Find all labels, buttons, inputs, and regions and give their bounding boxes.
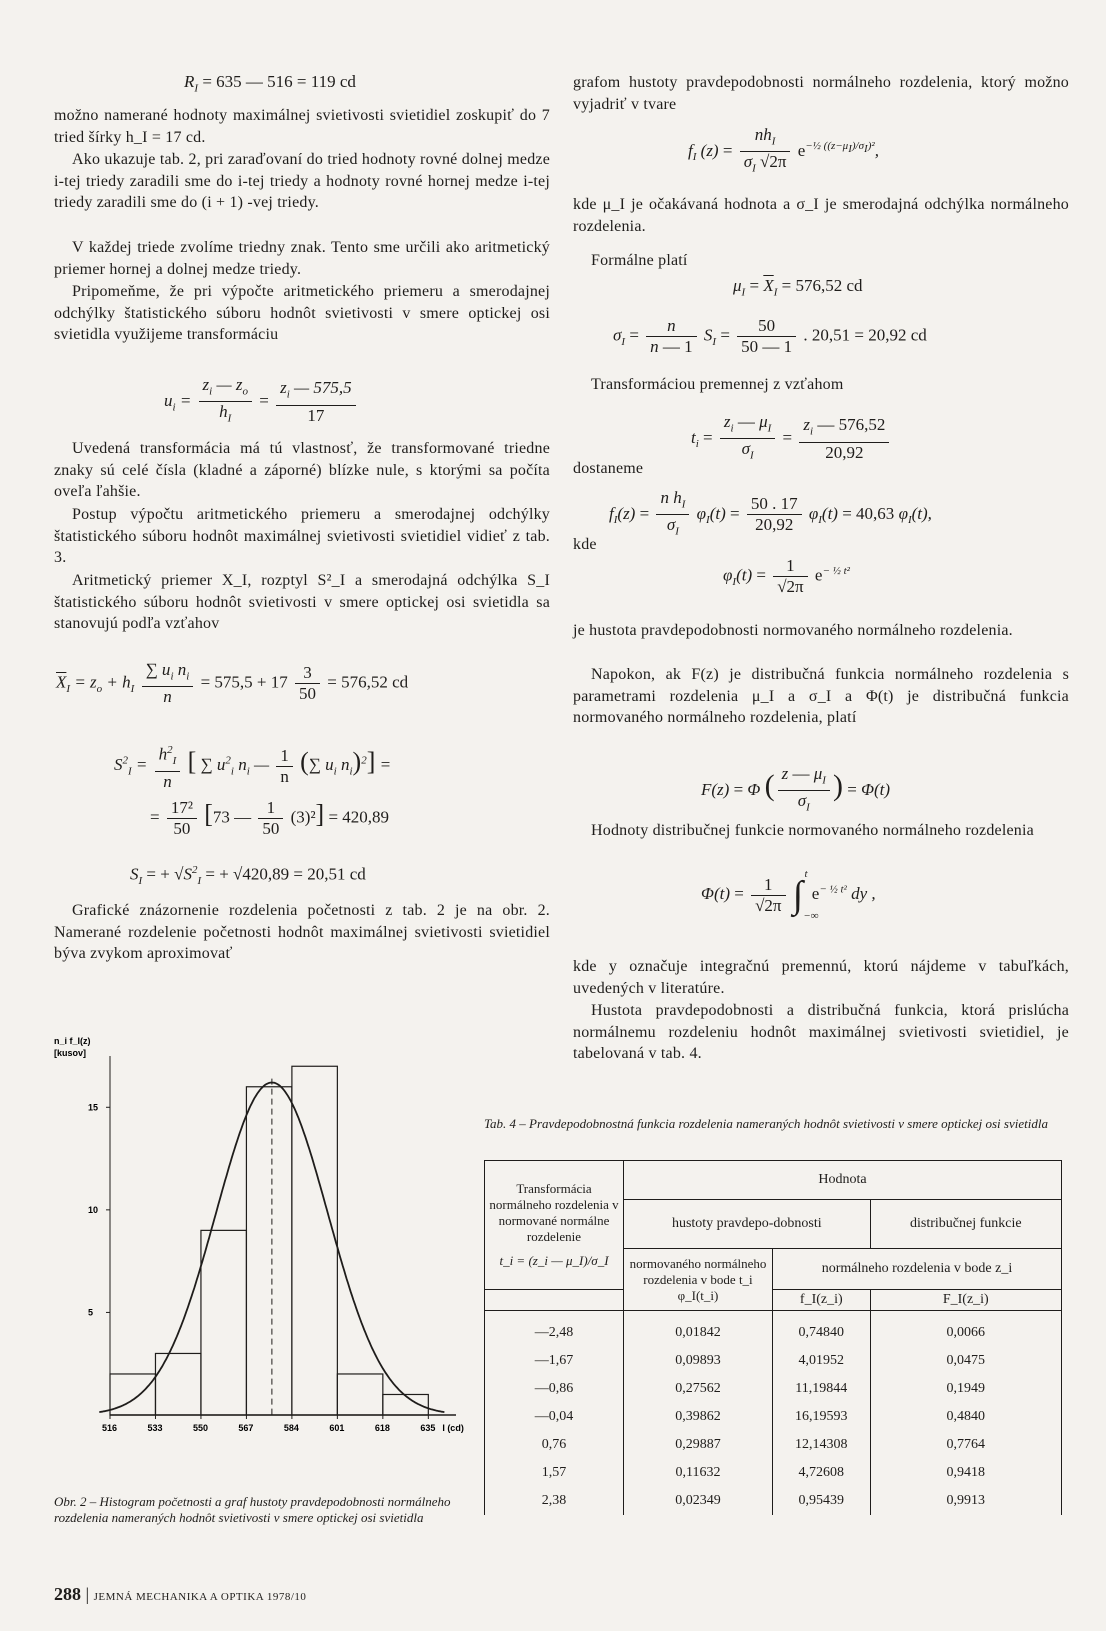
paragraph: Aritmetický priemer X_I, rozptyl S²_I a smerodajná odchýlka S_I štatistického súboru hodnôt svietivosti v smere optickej osi svietidla sa stanovujú podľa vzťahov xyxy=(54,572,550,632)
equation-t: $t_i$ = $\frac{z_i — \mu_I}{\sigma_I}$ = $\frac{z_i — 576,52}{20,92}$ xyxy=(691,412,892,466)
table-cell: 0,9418 xyxy=(870,1459,1061,1487)
table-row xyxy=(485,1375,1062,1403)
paragraph: Hustota pravdepodobnosti a distribučná funkcia, ktorá prislúcha normálnemu rozdeleniu hodnôt maximálnej svietivosti svietidiel, je tabelovaná v tab. 4. xyxy=(573,1002,1069,1062)
equation-mean: $\overline{X}_I = z_o + h_I$ $\frac{\sum u_i n_i}{n}$ = 575,5 + 17 $\frac{3}{50}$ = 576,52 cd xyxy=(56,660,409,707)
x-tick-label: 618 xyxy=(374,1423,390,1433)
table-cell: 0,27562 xyxy=(624,1375,773,1403)
paragraph: kde μ_I je očakávaná hodnota a σ_I je smerodajná odchýlka normálneho rozdelenia. xyxy=(573,196,1069,235)
table-cell: 0,11632 xyxy=(624,1459,773,1487)
page-footer: 288 | JEMNÁ MECHANIKA A OPTIKA 1978/10 xyxy=(54,1584,307,1604)
paragraph: dostaneme xyxy=(573,460,644,477)
table-cell: 0,02349 xyxy=(624,1487,773,1515)
paragraph: Postup výpočtu aritmetického priemeru a smerodajnej odchýlky štatistického súboru hodnôt maximálnej svietivosti svietidiel vidieť z tab. 3. xyxy=(54,506,550,566)
x-tick-label: 601 xyxy=(329,1423,345,1433)
paragraph: Transformáciou premennej z vzťahom xyxy=(591,376,844,393)
table-cell: 0,09893 xyxy=(624,1347,773,1375)
equation-variance-value: = $\frac{\text{17²}}{50}$ [73 — $\frac{1}{50}$ (3)²] = 420,89 xyxy=(150,798,390,838)
header-empty xyxy=(485,1290,624,1311)
table-cell: —0,86 xyxy=(485,1375,624,1403)
table-cell: 0,74840 xyxy=(773,1311,871,1348)
table-cell: 0,4840 xyxy=(870,1403,1061,1431)
table-cell: 11,19844 xyxy=(773,1375,871,1403)
paragraph: Formálne platí xyxy=(591,252,688,269)
paragraph: Hodnoty distribučnej funkcie normovaného normálneho rozdelenia xyxy=(591,822,1034,839)
x-tick-label: 516 xyxy=(102,1423,118,1433)
table-cell: 16,19593 xyxy=(773,1403,871,1431)
figure-caption: Obr. 2 – Histogram početnosti a graf hustoty pravdepodobnosti normálneho rozdelenia nameraných hodnôt svietivosti v smere optickej osi svietidla xyxy=(54,1494,451,1525)
equation-sigma: $\sigma_I$ = $\frac{n}{n — 1}$ $S_I$ = $\frac{50}{50 — 1}$ . 20,51 = 20,92 cd xyxy=(613,316,927,356)
header-distribucnej: distribučnej funkcie xyxy=(870,1200,1061,1249)
x-tick-label: 533 xyxy=(147,1423,163,1433)
table-4 xyxy=(484,1160,1062,1515)
table-cell: 0,29887 xyxy=(624,1431,773,1459)
table-cell: 1,57 xyxy=(485,1459,624,1487)
x-tick-label: 567 xyxy=(238,1423,254,1433)
table-row xyxy=(485,1487,1062,1515)
table-body xyxy=(485,1311,1062,1516)
y-axis-label: n_i f_I(z) xyxy=(54,1036,91,1046)
page-number: 288 xyxy=(54,1584,81,1604)
histogram-bar xyxy=(201,1230,246,1415)
table-cell: 0,95439 xyxy=(773,1487,871,1515)
table-cell: —0,04 xyxy=(485,1403,624,1431)
paragraph: Napokon, ak F(z) je distribučná funkcia normálneho rozdelenia s parametrami rozdelenia μ_I a σ_I a Φ(t) je distribučná funkcia normovaného normálneho rozdelenia, platí xyxy=(573,666,1069,726)
x-tick-label: I (cd) xyxy=(442,1423,464,1433)
y-tick-label: 10 xyxy=(88,1204,99,1215)
x-tick-label: 550 xyxy=(192,1423,208,1433)
table-cell: 0,9913 xyxy=(870,1487,1061,1515)
header-normalneho: normálneho rozdelenia v bode z_i xyxy=(773,1249,1062,1290)
header-hodnota: Hodnota xyxy=(624,1161,1062,1200)
equation-ft: $f_I(z)$ = $\frac{n h_I}{\sigma_I}$ $\varphi_I(t)$ = $\frac{50 . 17}{20,92}$ $\varphi_I(t) = 40,63$ $\varphi_I(t)$, xyxy=(609,488,932,538)
header-F: F_I(z_i) xyxy=(870,1290,1061,1311)
histogram-figure xyxy=(44,1030,474,1490)
histogram-plot xyxy=(88,1056,464,1433)
paragraph: kde xyxy=(573,536,597,553)
table-cell: 0,01842 xyxy=(624,1311,773,1348)
table-cell: 0,0475 xyxy=(870,1347,1061,1375)
table-caption: Tab. 4 – Pravdepodobnostná funkcia rozdelenia nameraných hodnôt svietivosti v smere optickej osi svietidla xyxy=(484,1116,1048,1131)
table-row xyxy=(485,1403,1062,1431)
equation-range: $R_I = 635$ — 516 = 119 cd xyxy=(184,72,356,95)
table-cell: 0,7764 xyxy=(870,1431,1061,1459)
y-tick-label: 15 xyxy=(88,1102,99,1113)
table-row xyxy=(485,1431,1062,1459)
header-f: f_I(z_i) xyxy=(773,1290,871,1311)
magazine-title: JEMNÁ MECHANIKA A OPTIKA 1978/10 xyxy=(93,1591,307,1603)
equation-std: $S_I$ = + $√S^2_I$ = + √420,89 = 20,51 cd xyxy=(130,864,366,888)
table-row xyxy=(485,1347,1062,1375)
header-transform: Transformácia normálneho rozdelenia v normované normálne rozdelenie t_i = (z_i — μ_I)/σ_I xyxy=(485,1161,624,1290)
y-axis-unit: [kusov] xyxy=(54,1048,87,1058)
equation-F: F(z) = Φ ( $\frac{z — \mu_I}{\sigma_I}$ ) = Φ(t) xyxy=(701,764,891,814)
paragraph: V každej triede zvolíme triedny znak. Tento sme určili ako aritmetický priemer hornej a dolnej medze triedy. xyxy=(54,239,550,278)
table-cell: 4,72608 xyxy=(773,1459,871,1487)
table-cell: —2,48 xyxy=(485,1311,624,1348)
table-cell: 0,0066 xyxy=(870,1311,1061,1348)
table-cell: 12,14308 xyxy=(773,1431,871,1459)
paragraph: Ako ukazuje tab. 2, pri zaraďovaní do tried hodnoty rovné dolnej medze i-tej triedy zaradili sme do i-tej triedy a hodnoty rovné hornej medze i-tej triedy zaradili sme do (i + 1) -vej triedy. xyxy=(54,151,550,211)
header-normovaneho: normovaného normálneho rozdelenia v bode t_i φ_I(t_i) xyxy=(624,1249,773,1311)
histogram-bar xyxy=(110,1374,155,1415)
paragraph: Uvedená transformácia má tú vlastnosť, že transformované triedne znaky sú celé čísla (kladné a záporné) blízke nule, s ktorými sa počíta oveľa ľahšie. xyxy=(54,440,550,500)
equation-mu: $\mu_I = \overline{X}_I = 576,52$ cd xyxy=(733,276,863,299)
equation-Phi: Φ(t) = $\frac{1}{√2\pi}$ $\int_{-\infty}^t$ $e^{- \frac{1}{2} t^2}$ dy , xyxy=(701,868,876,922)
paragraph: možno namerané hodnoty maximálnej svietivosti svietidiel zoskupiť do 7 tried šírky h_I = 17 cd. xyxy=(54,107,550,146)
header-hustoty: hustoty pravdepo-dobnosti xyxy=(624,1200,871,1249)
paragraph: je hustota pravdepodobnosti normovaného normálneho rozdelenia. xyxy=(573,622,1013,639)
y-tick-label: 5 xyxy=(88,1307,94,1318)
paragraph: Grafické znázornenie rozdelenia početnosti z tab. 2 je na obr. 2. Namerané rozdelenie početnosti hodnôt maximálnej svietivosti svietidiel býva zvykom aproximovať xyxy=(54,902,550,962)
histogram-bar xyxy=(246,1087,291,1415)
table-cell: 2,38 xyxy=(485,1487,624,1515)
equation-phi: $\varphi_I(t)$ = $\frac{1}{√2\pi}$ $e^{- \frac{1}{2} t^2}$ xyxy=(723,556,850,596)
table-cell: 0,39862 xyxy=(624,1403,773,1431)
histogram-bar xyxy=(155,1353,200,1415)
equation-transform-u: $u_i$ = $\frac{z_i — z_o}{h_I}$ = $\frac{z_i — 575,5}{17}$ xyxy=(164,375,359,429)
table-cell: 0,76 xyxy=(485,1431,624,1459)
table-row xyxy=(485,1311,1062,1348)
table-cell: 4,01952 xyxy=(773,1347,871,1375)
paragraph: Pripomeňme, že pri výpočte aritmetického priemeru a smerodajnej odchýlky štatistického súboru hodnôt svietivosti v smere optickej osi svietidla využijeme transformáciu xyxy=(54,283,550,343)
table-row xyxy=(485,1459,1062,1487)
equation-variance: $S^2_I$ = $\frac{h^2_I}{n}$ [ ∑ $u^2_i$ $n_i$ — $\frac{1}{n}$ (∑ $u_i$ $n_i)^2$] = xyxy=(114,740,391,792)
paragraph: grafom hustoty pravdepodobnosti normálneho rozdelenia, ktorý možno vyjadriť v tvare xyxy=(573,74,1069,113)
x-tick-label: 635 xyxy=(420,1423,436,1433)
table-cell: 0,1949 xyxy=(870,1375,1061,1403)
paragraph: kde y označuje integračnú premennú, ktorú nájdeme v tabuľkách, uvedených v literatúre. xyxy=(573,958,1069,997)
x-tick-label: 584 xyxy=(283,1423,299,1433)
table-cell: —1,67 xyxy=(485,1347,624,1375)
histogram-bar xyxy=(337,1374,382,1415)
equation-density: $f_I$ (z) = $\frac{nh_I}{\sigma_I √2\pi}$ $e^{-\frac{1}{2} ((z-\mu_I)/\sigma_I)^2}$, xyxy=(688,125,879,175)
